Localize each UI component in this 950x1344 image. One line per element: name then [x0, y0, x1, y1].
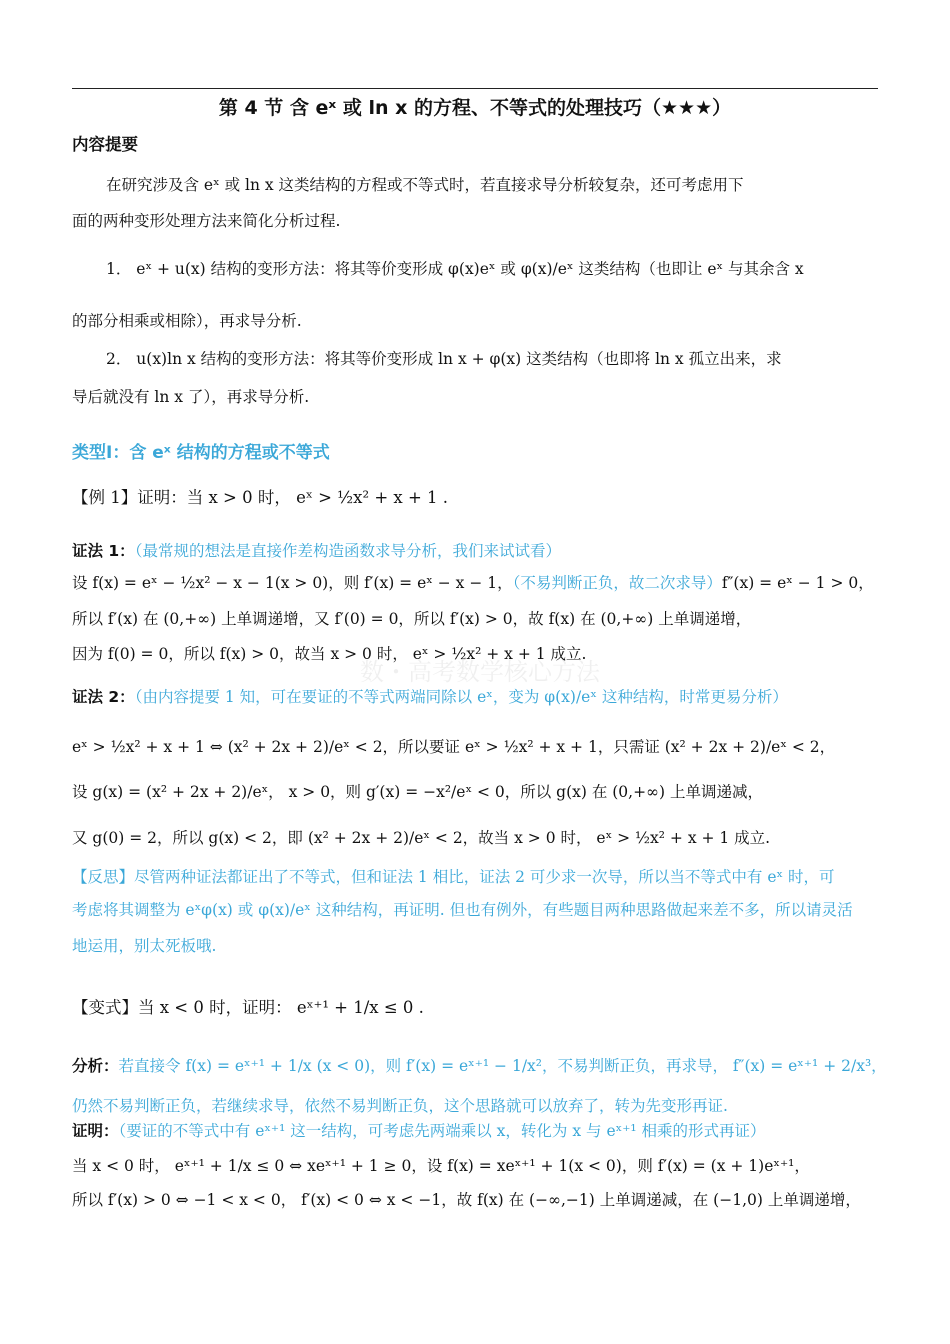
proof1-line-2: 所以 f′(x) 在 (0,+∞) 上单调递增，又 f′(0) = 0，所以 f′(x) > 0，故 f(x) 在 (0,+∞) 上单调递增，: [72, 610, 752, 628]
analysis-label: 分析：: [72, 1057, 119, 1075]
proof1-line-3: 因为 f(0) = 0，所以 f(x) > 0，故当 x > 0 时， eˣ > ½x² + x + 1 成立.: [72, 645, 587, 663]
variant-proof-note: （要证的不等式中有 eˣ⁺¹ 这一结构，可考虑先两端乘以 x，转化为 x 与 eˣ⁺¹ 相乘的形式再证）: [118, 1122, 766, 1140]
reflection-line-3: 地运用，别太死板哦.: [72, 937, 217, 955]
method2-line-1: 2． u(x)ln x 结构的变形方法：将其等价变形成 ln x + φ(x) 这类结构（也即将 ln x 孤立出来，求: [106, 350, 782, 368]
proof1-line-1b: （不易判断正负，故二次求导）: [512, 574, 722, 592]
proof2-line-2: 设 g(x) = (x² + 2x + 2)/eˣ， x > 0，则 g′(x) = −x²/eˣ < 0，所以 g(x) 在 (0,+∞) 上单调递减，: [72, 783, 763, 801]
watermark: 数・高考数学核心方法: [360, 658, 600, 686]
header-rule: [72, 88, 878, 89]
proof2-line-1: eˣ > ½x² + x + 1 ⇔ (x² + 2x + 2)/eˣ < 2，所以要证 eˣ > ½x² + x + 1，只需证 (x² + 2x + 2)/eˣ < 2，: [72, 738, 836, 756]
proof1-line-1a: 设 f(x) = eˣ − ½x² − x − 1(x > 0)，则 f′(x) = eˣ − x − 1，: [72, 574, 513, 592]
proof1-heading-line: [72, 540, 878, 562]
analysis-line-2: 仍然不易判断正负，若继续求导，依然不易判断正负，这个思路就可以放弃了，转为先变形再证.: [72, 1097, 728, 1115]
summary-heading: 内容提要: [72, 135, 138, 154]
analysis-text-1: 若直接令 f(x) = eˣ⁺¹ + 1/x (x < 0)，则 f′(x) = eˣ⁺¹ − 1/x²，不易判断正负，再求导， f″(x) = eˣ⁺¹ + 2/x³，: [118, 1057, 887, 1075]
page-title: 第 4 节 含 eˣ 或 ln x 的方程、不等式的处理技巧（★★★）: [218, 97, 732, 119]
reflection-line-1: 【反思】尽管两种证法都证出了不等式，但和证法 1 相比，证法 2 可少求一次导，所以当不等式中有 eˣ 时，可: [72, 868, 835, 886]
reflection-line-2: 考虑将其调整为 eˣφ(x) 或 φ(x)/eˣ 这种结构，再证明. 但也有例外，有些题目两种思路做起来差不多，所以请灵活: [72, 901, 853, 919]
proof2-note: （由内容提要 1 知，可在要证的不等式两端同除以 eˣ，变为 φ(x)/eˣ 这种结构，时常更易分析）: [134, 688, 788, 706]
summary-intro-line-1: 在研究涉及含 eˣ 或 ln x 这类结构的方程或不等式时，若直接求导分析较复杂，还可考虑用下: [106, 176, 744, 194]
proof2-line-3: 又 g(0) = 2，所以 g(x) < 2，即 (x² + 2x + 2)/eˣ < 2，故当 x > 0 时， eˣ > ½x² + x + 1 成立.: [72, 829, 771, 847]
method1-line-1: 1． eˣ + u(x) 结构的变形方法：将其等价变形成 φ(x)eˣ 或 φ(x)/eˣ 这类结构（也即让 eˣ 与其余含 x: [106, 260, 804, 278]
proof1-line-1: [72, 572, 878, 594]
proof2-heading-line: [72, 686, 878, 708]
variant-proof-line-1: 当 x < 0 时， eˣ⁺¹ + 1/x ≤ 0 ⇔ xeˣ⁺¹ + 1 ≥ 0，设 f(x) = xeˣ⁺¹ + 1(x < 0)，则 f′(x) = (x + 1)eˣ⁺¹，: [72, 1157, 810, 1175]
method1-line-2: 的部分相乘或相除），再求导分析.: [72, 312, 302, 330]
section-heading-type-1: 类型Ⅰ：含 eˣ 结构的方程或不等式: [72, 443, 330, 463]
proof2-label: 证法 2：: [72, 688, 135, 706]
proof1-label: 证法 1：: [72, 542, 135, 560]
variant-proof-heading-line: [72, 1120, 878, 1142]
variant-proof-line-2: 所以 f′(x) > 0 ⇔ −1 < x < 0， f′(x) < 0 ⇔ x < −1，故 f(x) 在 (−∞,−1) 上单调递减，在 (−1,0) 上单调递增，: [72, 1191, 861, 1209]
summary-intro-line-2: 面的两种变形处理方法来简化分析过程.: [72, 212, 341, 230]
variant-statement: 【变式】当 x < 0 时，证明： eˣ⁺¹ + 1/x ≤ 0 .: [72, 998, 424, 1017]
proof1-note: （最常规的想法是直接作差构造函数求导分析，我们来试试看）: [134, 542, 561, 560]
method2-line-2: 导后就没有 ln x 了），再求导分析.: [72, 388, 310, 406]
example1-statement: 【例 1】证明：当 x > 0 时， eˣ > ½x² + x + 1 .: [72, 488, 449, 507]
proof1-line-1c: f″(x) = eˣ − 1 > 0，: [721, 574, 874, 592]
analysis-line-1: [72, 1055, 887, 1077]
variant-proof-label: 证明：: [72, 1122, 119, 1140]
